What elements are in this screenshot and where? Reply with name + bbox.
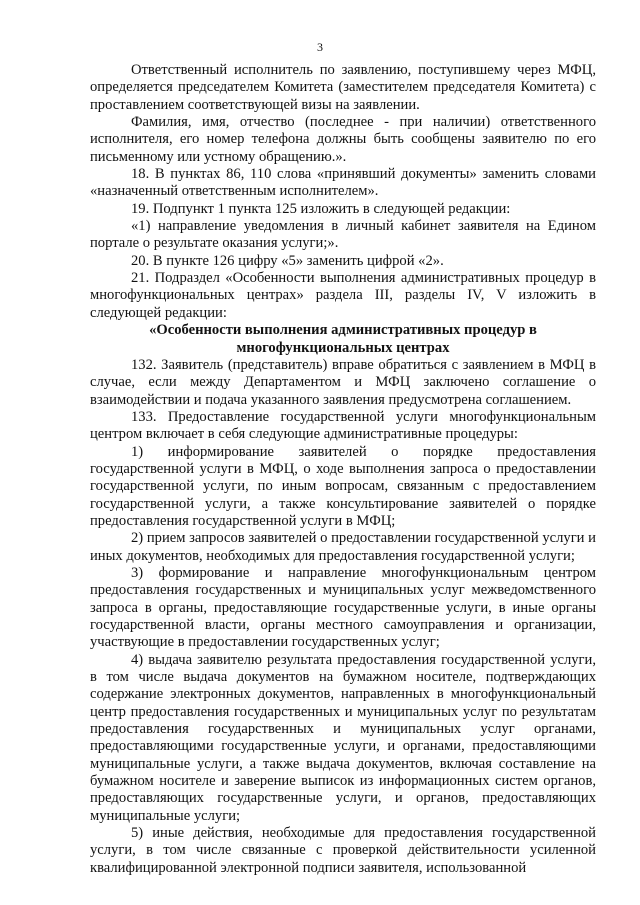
paragraph: Ответственный исполнитель по заявлению, поступившему через МФЦ, определяется председателем Комитета (заместителем председателя Комитета) с проставлением соответствующей визы на заявлении. (90, 62, 596, 113)
page-number: 3 (317, 40, 323, 54)
paragraph: 20. В пункте 126 цифру «5» заменить цифрой «2». (131, 252, 444, 269)
section-heading: «Особенности выполнения административных процедур в многофункциональных центрах (149, 322, 537, 356)
paragraph: 19. Подпункт 1 пункта 125 изложить в следующей редакции: (131, 200, 511, 217)
paragraph: «1) направление уведомления в личный кабинет заявителя на Едином портале о результате оказания услуги;». (90, 218, 596, 252)
paragraph: 133. Предоставление государственной услуги многофункциональным центром включает в себя следующие административные процедуры: (90, 408, 596, 443)
list-item: 5) иные действия, необходимые для предоставления государственной услуги, в том числе связанные с проверкой действительности усиленной квалифицированной электронной подписи заявителя, использованной (90, 825, 596, 876)
paragraph: 132. Заявитель (представитель) вправе обратиться с заявлением в МФЦ в случае, если между Департаментом и МФЦ заключено соглашение о взаимодействии и подача указанного заявления предусмотрена соглашением. (90, 356, 596, 408)
paragraph: 18. В пунктах 86, 110 слова «принявший документы» заменить словами «назначенный ответственным исполнителем». (90, 166, 596, 200)
list-item: 2) прием запросов заявителей о предоставлении государственной услуги и иных документов, необходимых для предоставления государственной услуги; (90, 530, 596, 564)
paragraph: 21. Подраздел «Особенности выполнения административных процедур в многофункциональных центрах» раздела III, разделы IV, V изложить в следующей редакции: (90, 270, 596, 321)
list-item: 4) выдача заявителю результата предоставления государственной услуги, в том числе выдача документов на бумажном носителе, подтверждающих содержание электронных документов, направленных в многофункциональный центр предоставления государственных и муниципальных услуг по результатам предоставления государственных и муниципальных услуг органами, предоставляющими государственные услуги, и органами, предоставляющими муниципальные услуги, а также выдача документов, включая составление на бумажном носителе и заверение выписок из информационных систем органов, предоставляющих государственные услуги, и органов, предоставляющих муниципальные услуги; (90, 651, 596, 824)
paragraph: Фамилия, имя, отчество (последнее - при наличии) ответственного исполнителя, его номер телефона должны быть сообщены заявителю по его письменному или устному обращению.». (90, 114, 596, 165)
document-body (90, 62, 596, 877)
list-item: 1) информирование заявителей о порядке предоставления государственной услуги в МФЦ, о ходе выполнения запроса о предоставлении государственной услуги, по иным вопросам, связанным с предоставлением государственной услуги, а также консультирование заявителей о порядке предоставления государственной услуги в МФЦ; (90, 443, 596, 529)
list-item: 3) формирование и направление многофункциональным центром предоставления государственных и муниципальных услуг межведомственного запроса в органы, предоставляющие государственные услуги, в иные органы государственной власти, органы местного самоуправления и организации, участвующие в предоставлении государственных услуг; (90, 564, 596, 651)
